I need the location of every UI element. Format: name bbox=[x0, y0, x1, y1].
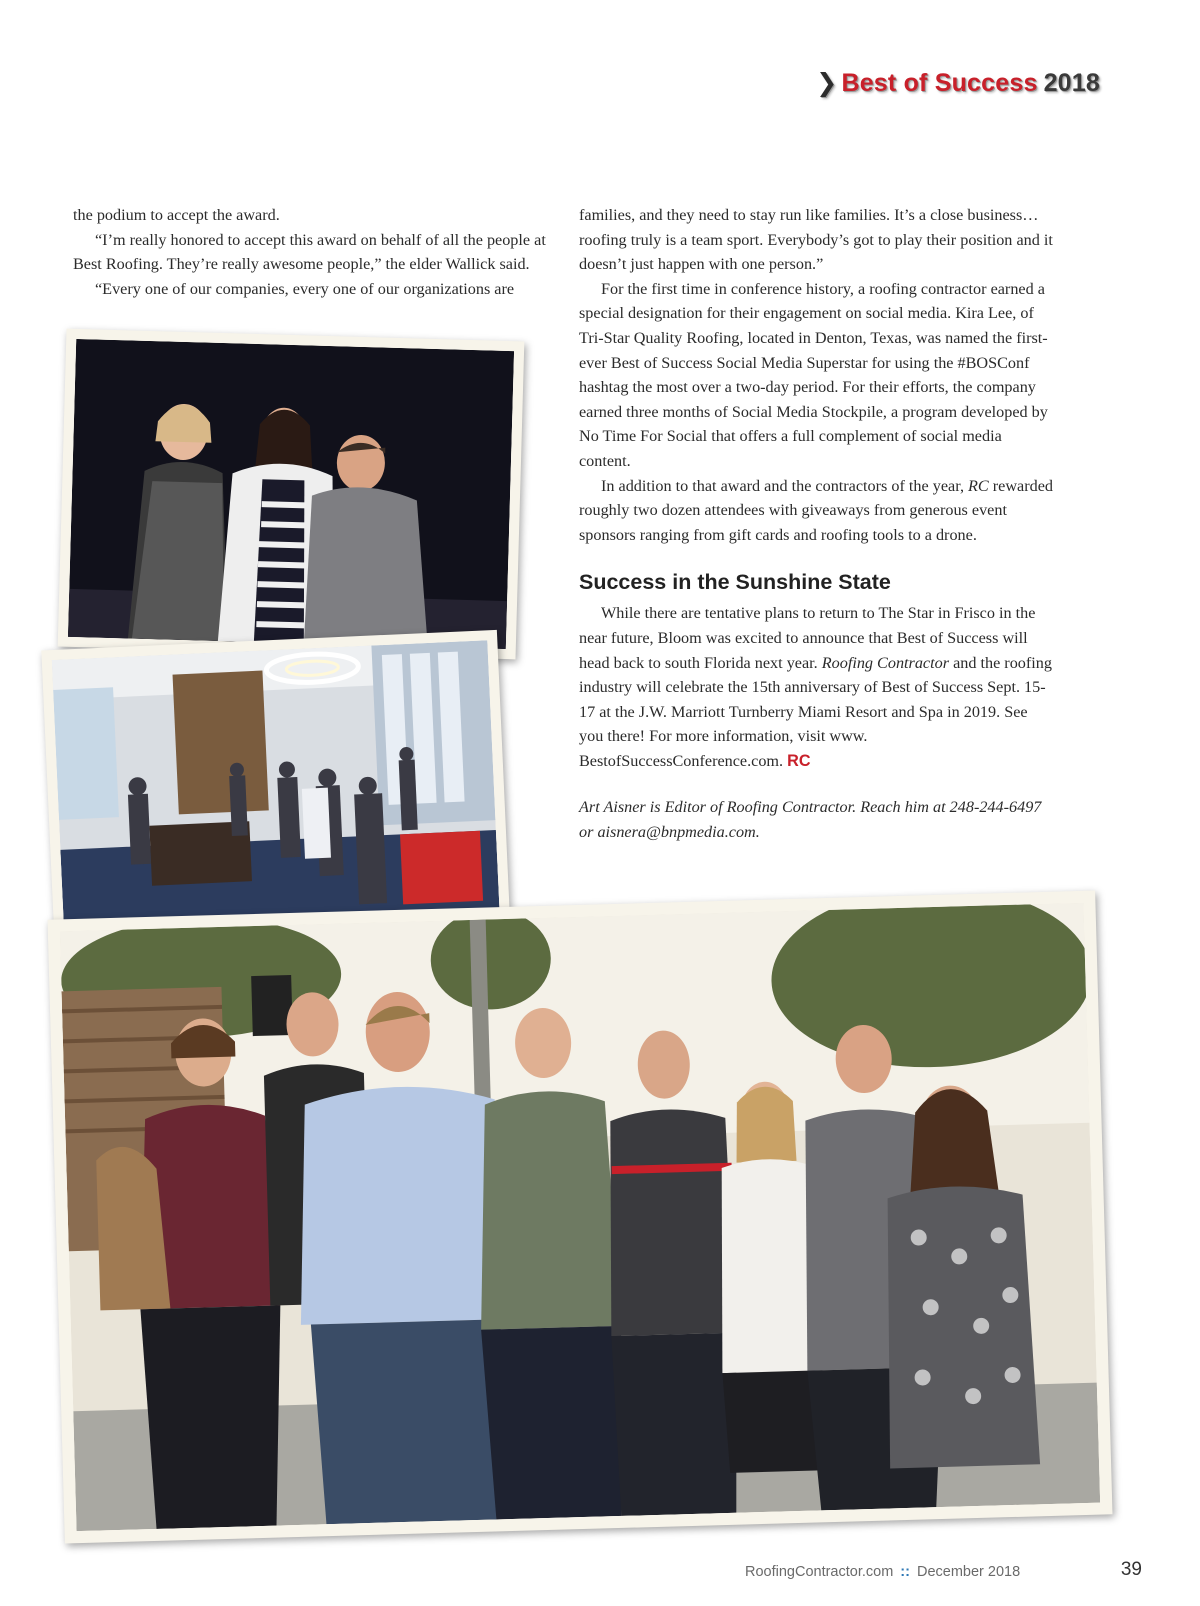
footer-site: RoofingContractor.com bbox=[745, 1564, 894, 1580]
end-mark: RC bbox=[787, 751, 811, 770]
photo-group-outdoor bbox=[47, 890, 1112, 1543]
photo-award-trio-image bbox=[68, 339, 514, 649]
left-column bbox=[73, 203, 548, 301]
paragraph: In addition to that award and the contractors of the year, RC rewarded roughly two dozen attendees with giveaways from generous event sponsors ranging from gift cards and roofing tools to a drone. bbox=[579, 476, 1053, 544]
chevron-right-icon: ❯ bbox=[816, 69, 838, 97]
section-header bbox=[816, 68, 1100, 98]
footer-date: December 2018 bbox=[916, 1564, 1021, 1580]
subhead: Success in the Sunshine State bbox=[579, 570, 891, 595]
photo-expo-hall-image bbox=[52, 640, 501, 945]
paragraph: “I’m really honored to accept this award on behalf of all the people at Best Roofing. They’re really awesome people,” the elder Wallick said. bbox=[73, 230, 546, 274]
section-title: Best of Success bbox=[841, 69, 1038, 97]
photo-expo-hall bbox=[41, 630, 510, 956]
footer-separator: :: bbox=[900, 1564, 910, 1580]
section-year: 2018 bbox=[1043, 69, 1100, 97]
paragraph: While there are tentative plans to return to The Star in Frisco in the near future, Bloom was excited to announce that Best of Success will head back to south Florida next year. Roofing Contractor and the roofing industry will celebrate the 15th anniversary of Best of Success Sept. 15-17 at the J.W. Marriott Turnberry Miami Resort and Spa in 2019. See you there! For more information, visit www. BestofSuccessConference.com. RC bbox=[579, 604, 1052, 770]
magazine-name: Roofing Contractor bbox=[821, 653, 950, 672]
rc-abbrev: RC bbox=[968, 476, 989, 495]
paragraph: For the first time in conference history, a roofing contractor earned a special designation for their engagement on social media. Kira Lee, of Tri-Star Quality Roofing, located in Denton, Texas, was named the first-ever Best of Success Social Media Superstar for using the #BOSConf hashtag the most over a two-day period. For their efforts, the company earned three months of Social Media Stockpile, a program developed by No Time For Social that offers a full complement of social media content. bbox=[579, 279, 1048, 470]
paragraph: the podium to accept the award. bbox=[73, 206, 280, 224]
paragraph: “Every one of our companies, every one of our organizations are bbox=[95, 279, 515, 298]
right-column bbox=[579, 203, 1054, 845]
page-number: 39 bbox=[1120, 1559, 1142, 1580]
page-footer bbox=[745, 1564, 1020, 1580]
paragraph: families, and they need to stay run like families. It’s a close business… roofing truly is a team sport. Everybody’s got to play their position and it doesn’t just happen with one person.” bbox=[579, 206, 1053, 274]
photo-group-outdoor-image bbox=[60, 903, 1100, 1531]
author-bio: Art Aisner is Editor of Roofing Contractor. Reach him at 248-244-6497 or aisnera@bnpmedia.com. bbox=[579, 798, 1042, 842]
photo-award-trio bbox=[58, 329, 525, 660]
